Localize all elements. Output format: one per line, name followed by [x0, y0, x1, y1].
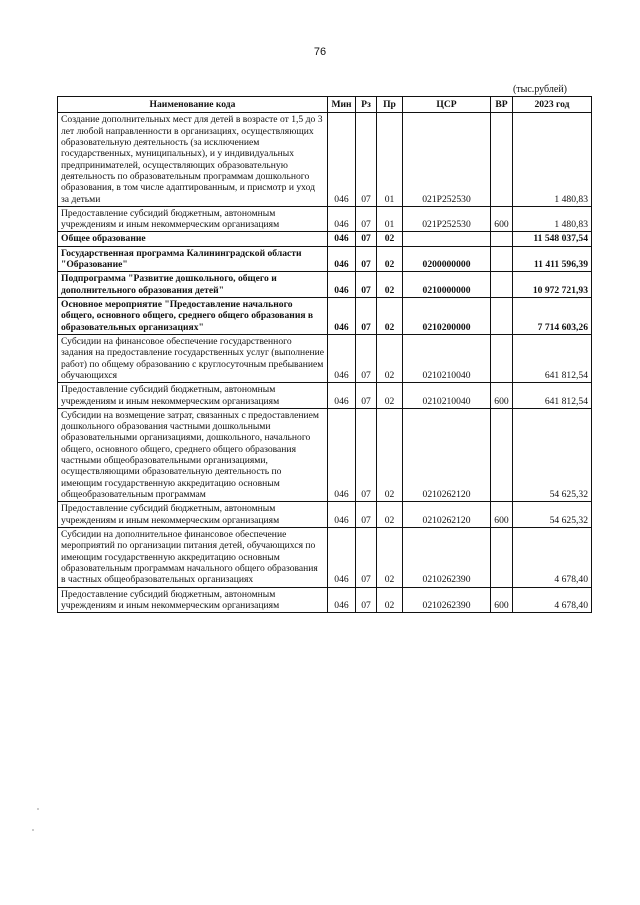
- cell-pr: 01: [377, 206, 403, 232]
- cell-csr: 021P252530: [403, 206, 491, 232]
- cell-csr: 0210210040: [403, 383, 491, 409]
- cell-rz: 07: [356, 502, 377, 528]
- cell-min: 046: [328, 298, 356, 335]
- cell-rz: 07: [356, 232, 377, 246]
- cell-csr: 0210210040: [403, 334, 491, 382]
- cell-pr: 02: [377, 587, 403, 613]
- cell-vr: 600: [491, 587, 513, 613]
- cell-pr: 02: [377, 502, 403, 528]
- cell-name: Предоставление субсидий бюджетным, автономным учреждениям и иным некоммерческим организациям: [58, 206, 328, 232]
- cell-rz: 07: [356, 206, 377, 232]
- header-sum: 2023 год: [513, 97, 592, 113]
- cell-name: Субсидии на возмещение затрат, связанных с предоставлением дошкольного образования частными дошкольными образовательными организациями, дошкольного, начального общего, основного общего, среднего общего образования частными общеобразовательными организациями, осуществляющими образовательную деятельность по имеющим государственную аккредитацию основным общеобразовательным программам: [58, 408, 328, 502]
- table-row: [58, 206, 592, 232]
- cell-vr: [491, 334, 513, 382]
- scan-speck: [32, 829, 34, 831]
- cell-sum: 1 480,83: [513, 206, 592, 232]
- cell-sum: 641 812,54: [513, 383, 592, 409]
- cell-vr: 600: [491, 206, 513, 232]
- cell-csr: 0210200000: [403, 298, 491, 335]
- page-number: 76: [313, 46, 327, 58]
- cell-name: Общее образование: [58, 232, 328, 246]
- cell-vr: [491, 246, 513, 272]
- cell-pr: 02: [377, 334, 403, 382]
- cell-min: 046: [328, 246, 356, 272]
- cell-min: 046: [328, 527, 356, 587]
- cell-name: Создание дополнительных мест для детей в возрасте от 1,5 до 3 лет любой направленности в организациях, осуществляющих образовательную деятельность (за исключением государственных, муниципальных), и у индивидуальных предпринимателей, осуществляющих образовательную деятельность по образовательным программам дошкольного образования, в том числе адаптированным, и присмотр и уход за детьми: [58, 113, 328, 207]
- cell-csr: 0210262120: [403, 408, 491, 502]
- cell-pr: 02: [377, 527, 403, 587]
- cell-csr: 0200000000: [403, 246, 491, 272]
- table-row: [58, 298, 592, 335]
- cell-min: 046: [328, 206, 356, 232]
- table-header-row: [58, 97, 592, 113]
- cell-rz: 07: [356, 383, 377, 409]
- cell-vr: [491, 527, 513, 587]
- cell-sum: 4 678,40: [513, 527, 592, 587]
- cell-csr: 021P252530: [403, 113, 491, 207]
- cell-min: 046: [328, 113, 356, 207]
- cell-vr: [491, 298, 513, 335]
- cell-name: Субсидии на дополнительное финансовое обеспечение мероприятий по организации питания детей, обучающихся по имеющим государственную аккредитацию основным образовательным программам начального общего образования в частных общеобразовательных организациях: [58, 527, 328, 587]
- units-label: (тыс.рублей): [512, 84, 567, 95]
- cell-sum: 11 548 037,54: [513, 232, 592, 246]
- cell-name: Государственная программа Калининградской области "Образование": [58, 246, 328, 272]
- cell-csr: [403, 232, 491, 246]
- cell-min: 046: [328, 383, 356, 409]
- cell-name: Предоставление субсидий бюджетным, автономным учреждениям и иным некоммерческим организациям: [58, 383, 328, 409]
- table-row: [58, 408, 592, 502]
- cell-name: Субсидии на финансовое обеспечение государственного задания на предоставление государственных услуг (выполнение работ) по общему образованию с круглосуточным пребыванием обучающихся: [58, 334, 328, 382]
- table-row: [58, 272, 592, 298]
- table-row: [58, 232, 592, 246]
- cell-min: 046: [328, 408, 356, 502]
- cell-csr: 0210000000: [403, 272, 491, 298]
- cell-sum: 54 625,32: [513, 408, 592, 502]
- cell-name: Предоставление субсидий бюджетным, автономным учреждениям и иным некоммерческим организациям: [58, 587, 328, 613]
- cell-rz: 07: [356, 113, 377, 207]
- cell-rz: 07: [356, 587, 377, 613]
- cell-rz: 07: [356, 527, 377, 587]
- cell-sum: 641 812,54: [513, 334, 592, 382]
- cell-pr: 02: [377, 246, 403, 272]
- cell-pr: 02: [377, 408, 403, 502]
- cell-vr: 600: [491, 502, 513, 528]
- table-row: [58, 334, 592, 382]
- cell-rz: 07: [356, 334, 377, 382]
- cell-vr: 600: [491, 383, 513, 409]
- cell-rz: 07: [356, 408, 377, 502]
- cell-csr: 0210262390: [403, 527, 491, 587]
- cell-sum: 1 480,83: [513, 113, 592, 207]
- cell-name: Предоставление субсидий бюджетным, автономным учреждениям и иным некоммерческим организациям: [58, 502, 328, 528]
- header-vr: ВР: [491, 97, 513, 113]
- budget-table: [57, 96, 592, 613]
- cell-vr: [491, 232, 513, 246]
- cell-min: 046: [328, 587, 356, 613]
- header-name: Наименование кода: [58, 97, 328, 113]
- table-row: [58, 502, 592, 528]
- cell-sum: 11 411 596,39: [513, 246, 592, 272]
- header-min: Мин: [328, 97, 356, 113]
- cell-csr: 0210262120: [403, 502, 491, 528]
- table-body: [58, 113, 592, 613]
- cell-rz: 07: [356, 298, 377, 335]
- cell-min: 046: [328, 232, 356, 246]
- cell-sum: 10 972 721,93: [513, 272, 592, 298]
- cell-vr: [491, 408, 513, 502]
- cell-vr: [491, 272, 513, 298]
- cell-vr: [491, 113, 513, 207]
- cell-sum: 4 678,40: [513, 587, 592, 613]
- cell-min: 046: [328, 334, 356, 382]
- cell-pr: 01: [377, 113, 403, 207]
- table-row: [58, 587, 592, 613]
- cell-min: 046: [328, 272, 356, 298]
- cell-rz: 07: [356, 272, 377, 298]
- cell-pr: 02: [377, 232, 403, 246]
- cell-pr: 02: [377, 272, 403, 298]
- cell-rz: 07: [356, 246, 377, 272]
- table-row: [58, 246, 592, 272]
- table-row: [58, 383, 592, 409]
- cell-sum: 7 714 603,26: [513, 298, 592, 335]
- header-csr: ЦСР: [403, 97, 491, 113]
- cell-pr: 02: [377, 298, 403, 335]
- cell-sum: 54 625,32: [513, 502, 592, 528]
- cell-pr: 02: [377, 383, 403, 409]
- cell-min: 046: [328, 502, 356, 528]
- table-row: [58, 113, 592, 207]
- cell-csr: 0210262390: [403, 587, 491, 613]
- header-pr: Пр: [377, 97, 403, 113]
- header-rz: Рз: [356, 97, 377, 113]
- cell-name: Основное мероприятие "Предоставление начального общего, основного общего, среднего общего образования в образовательных организациях": [58, 298, 328, 335]
- scan-speck: [37, 808, 39, 810]
- table-row: [58, 527, 592, 587]
- cell-name: Подпрограмма "Развитие дошкольного, общего и дополнительного образования детей": [58, 272, 328, 298]
